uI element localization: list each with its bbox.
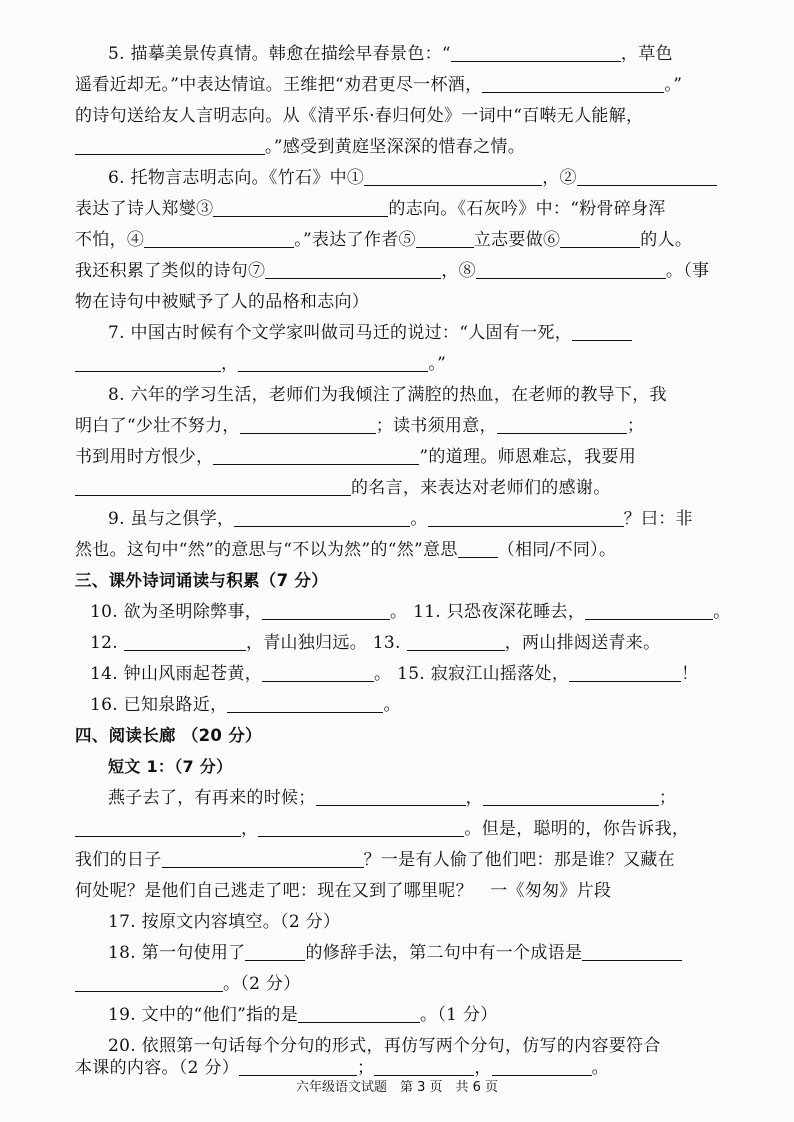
q15-text: ！ bbox=[681, 664, 699, 684]
answer-blank[interactable] bbox=[75, 818, 241, 837]
q5-line-4 bbox=[75, 135, 750, 159]
passage-text: 何处呢？是他们自己逃走了吧：现在又到了哪里呢？ 一《匆匆》片段 bbox=[75, 881, 612, 901]
q6-text: ，⑧ bbox=[441, 261, 476, 281]
q9-text: （相同/不同）。 bbox=[497, 540, 617, 560]
q9-line-2 bbox=[75, 538, 750, 562]
answer-blank[interactable] bbox=[492, 1057, 592, 1076]
footer-text: 六年级语文试题 第 3 页 共 6 页 bbox=[295, 1080, 499, 1095]
q10-text: 10. 欲为圣明除弊事， bbox=[90, 602, 263, 622]
q5-text: 。” bbox=[664, 75, 683, 95]
answer-blank[interactable] bbox=[227, 694, 383, 713]
q16-line bbox=[90, 693, 750, 717]
q6-text: 。”表达了作者⑤ bbox=[294, 230, 416, 250]
section-title-text: 四、阅读长廊 （20 分） bbox=[75, 726, 262, 745]
q5-text: 的诗句送给友人言明志向。从《清平乐·春归何处》一词中“百啭无人能解， bbox=[75, 106, 644, 126]
q14-text: 14. 钟山风雨起苍黄， bbox=[90, 664, 263, 684]
q9-text: 9. 虽与之俱学， bbox=[108, 509, 235, 529]
q9-text: 然也。这句中“然”的意思与“不以为然”的“然”意思 bbox=[75, 540, 458, 560]
answer-blank[interactable] bbox=[482, 74, 664, 93]
q8-text: 的名言，来表达对老师们的感谢。 bbox=[351, 478, 611, 498]
answer-blank[interactable] bbox=[213, 446, 419, 465]
passage-text: ， bbox=[465, 788, 483, 808]
q6-line-4 bbox=[75, 259, 750, 283]
q7-line-2 bbox=[75, 352, 750, 376]
q18-line-2 bbox=[75, 972, 750, 996]
answer-blank[interactable] bbox=[144, 229, 294, 248]
answer-blank[interactable] bbox=[75, 973, 223, 992]
q8-text: ”的道理。师恩难忘，我要用 bbox=[419, 447, 636, 467]
answer-blank[interactable] bbox=[585, 601, 713, 620]
q8-line-1 bbox=[108, 383, 750, 407]
answer-blank[interactable] bbox=[569, 663, 681, 682]
q14-q15-line bbox=[90, 662, 750, 686]
q6-text: 。（事 bbox=[665, 261, 710, 281]
answer-blank[interactable] bbox=[75, 353, 221, 372]
q20-text: ； bbox=[357, 1058, 375, 1078]
passage-line-1 bbox=[108, 786, 750, 810]
q20-text: 本课的内容。（2 分） bbox=[75, 1058, 240, 1078]
q5-text: ，草色 bbox=[620, 44, 673, 64]
passage-1-title bbox=[108, 755, 750, 779]
passage-text: ； bbox=[658, 788, 677, 808]
q8-text: ；读书须用意， bbox=[375, 416, 497, 436]
q8-text: ； bbox=[626, 416, 645, 436]
passage-text: 燕子去了，有再来的时候； bbox=[108, 788, 316, 808]
answer-blank[interactable] bbox=[458, 539, 498, 558]
q11-text: 。 bbox=[713, 602, 731, 622]
answer-blank[interactable] bbox=[262, 663, 374, 682]
q8-line-4 bbox=[75, 476, 750, 500]
q12-text: ，青山独归远。 bbox=[245, 633, 368, 653]
q6-text: 的人。 bbox=[640, 230, 693, 250]
section-4-title bbox=[75, 724, 750, 748]
q6-line-2 bbox=[75, 197, 750, 221]
answer-blank[interactable] bbox=[416, 229, 474, 248]
q5-text: 5. 描摹美景传真情。韩愈在描绘早春景色：“ bbox=[108, 44, 451, 64]
q6-line-1 bbox=[108, 166, 750, 190]
q6-text: 不怕，④ bbox=[75, 230, 145, 250]
answer-blank[interactable] bbox=[316, 787, 466, 806]
passage-line-4 bbox=[75, 879, 750, 903]
q8-text: 明白了“少壮不努力， bbox=[75, 416, 240, 436]
passage-text: 我们的日子 bbox=[75, 850, 162, 870]
answer-blank[interactable] bbox=[582, 942, 682, 961]
answer-blank[interactable] bbox=[124, 632, 246, 651]
answer-blank[interactable] bbox=[239, 1057, 357, 1076]
q17-line bbox=[108, 910, 750, 934]
q20-line-1 bbox=[108, 1034, 750, 1058]
answer-blank[interactable] bbox=[298, 1004, 420, 1023]
answer-blank[interactable] bbox=[265, 260, 441, 279]
q16-text: 。 bbox=[383, 695, 401, 715]
passage-title-text: 短文 1：（7 分） bbox=[108, 757, 233, 776]
q9-line-1 bbox=[108, 507, 750, 531]
q7-line-1 bbox=[108, 321, 750, 345]
answer-blank[interactable] bbox=[162, 849, 364, 868]
q20-text: ， bbox=[474, 1058, 492, 1078]
q6-text: 立志要做⑥ bbox=[473, 230, 561, 250]
q5-text: 。”感受到黄庭坚深深的惜春之情。 bbox=[265, 137, 525, 157]
q14-text: 。 bbox=[374, 664, 392, 684]
q18-text: 18. 第一句使用了 bbox=[108, 943, 246, 963]
q8-line-2 bbox=[75, 414, 750, 438]
q18-text: 。（2 分） bbox=[223, 974, 301, 994]
section-3-title bbox=[75, 569, 750, 593]
q20-text: 20. 依照第一句话每个分句的形式，再仿写两个分句，仿写的内容要符合 bbox=[108, 1036, 661, 1056]
q5-text: 遥看近却无。”中表达情谊。王维把“劝君更尽一杯酒， bbox=[75, 75, 483, 95]
answer-blank[interactable] bbox=[572, 322, 632, 341]
q7-text: 。” bbox=[428, 354, 447, 374]
passage-line-3 bbox=[75, 848, 750, 872]
q19-text: 。（1 分） bbox=[420, 1005, 498, 1025]
answer-blank[interactable] bbox=[75, 477, 351, 496]
q15-text: 15. 寂寂江山摇落处， bbox=[397, 664, 570, 684]
q5-line-1 bbox=[108, 42, 750, 66]
q6-text: 表达了诗人郑燮③ bbox=[75, 199, 214, 219]
answer-blank[interactable] bbox=[364, 167, 542, 186]
passage-text: ？一是有人偷了他们吧：那是谁？又藏在 bbox=[363, 850, 675, 870]
q7-text: 7. 中国古时候有个文学家叫做司马迁的说过：“人固有一死， bbox=[108, 323, 573, 343]
answer-blank[interactable] bbox=[428, 508, 624, 527]
q12-q13-line bbox=[90, 631, 750, 655]
answer-blank[interactable] bbox=[234, 508, 410, 527]
q6-line-3 bbox=[75, 228, 750, 252]
q6-text: 的志向。《石灰吟》中：“粉骨碎身浑 bbox=[388, 199, 666, 219]
answer-blank[interactable] bbox=[497, 415, 627, 434]
q8-line-3 bbox=[75, 445, 750, 469]
q6-line-5 bbox=[75, 290, 750, 314]
answer-blank[interactable] bbox=[258, 818, 464, 837]
q9-text: ？曰：非 bbox=[623, 509, 693, 529]
q8-text: 8. 六年的学习生活，老师们为我倾注了满腔的热血，在老师的教导下，我 bbox=[108, 385, 667, 405]
answer-blank[interactable] bbox=[245, 942, 305, 961]
q20-text: 。 bbox=[591, 1058, 609, 1078]
q11-text: 11. 只恐夜深花睡去， bbox=[413, 602, 586, 622]
q18-text: 的修辞手法，第二句中有一个成语是 bbox=[305, 943, 583, 963]
page-footer bbox=[0, 1076, 794, 1095]
q6-text: 我还积累了类似的诗句⑦ bbox=[75, 261, 266, 281]
q5-line-2 bbox=[75, 73, 750, 97]
q17-text: 17. 按原文内容填空。（2 分） bbox=[108, 912, 341, 932]
q6-text: ，② bbox=[542, 168, 577, 188]
q13-text: 13. bbox=[372, 633, 401, 653]
q13-text: ，两山排闼送青来。 bbox=[504, 633, 661, 653]
answer-blank[interactable] bbox=[238, 353, 428, 372]
answer-blank[interactable] bbox=[240, 415, 376, 434]
q8-text: 书到用时方恨少， bbox=[75, 447, 214, 467]
q19-line bbox=[108, 1003, 750, 1027]
q12-text: 12. bbox=[90, 633, 118, 653]
q7-text: ， bbox=[221, 354, 239, 374]
answer-blank[interactable] bbox=[483, 787, 659, 806]
q6-text: 6. 托物言志明志向。《竹石》中① bbox=[108, 168, 365, 188]
answer-blank[interactable] bbox=[262, 601, 390, 620]
q9-text: 。 bbox=[410, 509, 428, 529]
q10-q11-line bbox=[90, 600, 750, 624]
answer-blank[interactable] bbox=[476, 260, 666, 279]
answer-blank[interactable] bbox=[213, 198, 388, 217]
q19-text: 19. 文中的“他们”指的是 bbox=[108, 1005, 299, 1025]
section-title-text: 三、课外诗词诵读与积累（7 分） bbox=[75, 571, 329, 590]
answer-blank[interactable] bbox=[560, 229, 640, 248]
q18-line-1 bbox=[108, 941, 750, 965]
q16-text: 16. 已知泉路近， bbox=[90, 695, 228, 715]
answer-blank[interactable] bbox=[374, 1057, 474, 1076]
answer-blank[interactable] bbox=[407, 632, 505, 651]
answer-blank[interactable] bbox=[75, 136, 265, 155]
q10-text: 。 bbox=[390, 602, 408, 622]
passage-line-2: ， 。但是，聪明的，你告诉我， bbox=[75, 817, 750, 841]
q6-text: 物在诗句中被赋予了人的品格和志向） bbox=[75, 292, 370, 312]
answer-blank[interactable] bbox=[451, 43, 621, 62]
passage-text: 。但是，聪明的，你告诉我， bbox=[464, 819, 690, 839]
answer-blank[interactable] bbox=[577, 167, 717, 186]
q5-line-3 bbox=[75, 104, 750, 128]
